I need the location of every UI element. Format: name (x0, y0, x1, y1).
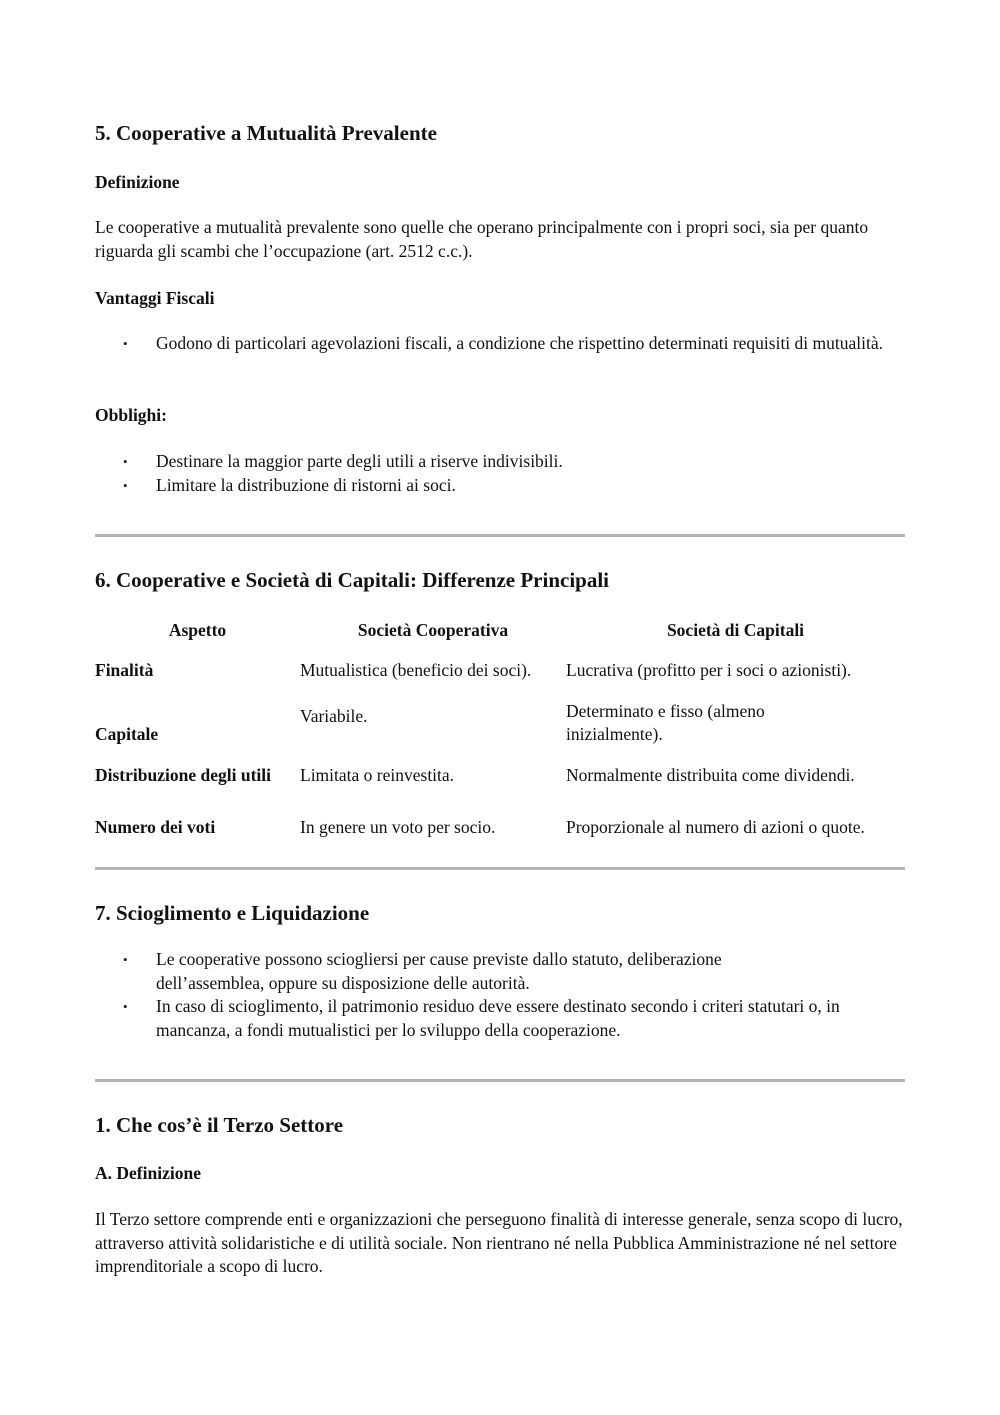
table-cell-aspect: Distribuzione degli utili (95, 764, 271, 785)
bullet-icon: • (123, 336, 128, 351)
list-item-text: Le cooperative possono sciogliersi per cause previste dallo statuto, deliberazione dell’assemblea, oppure su disposizione delle autorità. (156, 949, 722, 993)
bullet-icon: • (123, 477, 128, 493)
table-cell: Normalmente distribuita come dividendi. (566, 764, 855, 785)
section-1-definition-heading: A. Definizione (95, 1163, 201, 1183)
table-cell: Proporzionale al numero di azioni o quote. (566, 816, 865, 837)
section-5-obligations-heading: Obblighi: (95, 405, 167, 425)
bullet-icon: • (123, 952, 128, 967)
section-5-definition-text: Le cooperative a mutualità prevalente sono quelle che operano principalmente con i propri soci, sia per quanto riguarda gli scambi che l’occupazione (art. 2512 c.c.). (95, 217, 869, 261)
section-6-title: 6. Cooperative e Società di Capitali: Differenze Principali (95, 568, 610, 592)
section-1-definition-text: Il Terzo settore comprende enti e organizzazioni che perseguono finalità di interesse generale, senza scopo di lucro, attraverso attività solidaristiche e di utilità sociale. Non rientrano né nella Pubblica Amministrazione né nel settore imprenditoriale a scopo di lucro. (95, 1209, 903, 1276)
list-item (95, 474, 905, 498)
section-divider (95, 534, 905, 537)
list-item-text: Godono di particolari agevolazioni fiscali, a condizione che rispettino determinati requisiti di mutualità. (156, 333, 884, 353)
table-header-row (95, 619, 905, 645)
table-row (95, 645, 905, 697)
table-cell-aspect: Numero dei voti (95, 816, 216, 837)
table-cell: Mutualistica (beneficio dei soci). (300, 659, 532, 680)
section-7-list (95, 948, 905, 1042)
table-header-cell: Società Cooperativa (357, 620, 509, 640)
list-item (95, 995, 905, 1042)
list-item (95, 332, 905, 356)
section-5-tax-heading: Vantaggi Fiscali (95, 288, 215, 308)
section-7-title: 7. Scioglimento e Liquidazione (95, 901, 370, 925)
section-5-obligations-list (95, 450, 905, 497)
list-item (95, 948, 905, 995)
section-divider (95, 867, 905, 870)
table-cell-aspect: Finalità (95, 659, 154, 680)
bullet-icon: • (123, 999, 128, 1014)
table-cell: Lucrativa (profitto per i soci o azionisti). (566, 659, 852, 680)
table-cell-aspect: Capitale (95, 724, 159, 744)
list-item-text: Destinare la maggior parte degli utili a riserve indivisibili. (156, 451, 563, 471)
list-item-text: In caso di scioglimento, il patrimonio residuo deve essere destinato secondo i criteri statutari o, in mancanza, a fondi mutualistici per lo sviluppo della cooperazione. (156, 996, 840, 1040)
table-header-cell: Società di Capitali (666, 620, 805, 640)
table-cell: Limitata o reinvestita. (300, 764, 455, 785)
list-item-text: Limitare la distribuzione di ristorni ai soci. (156, 474, 456, 495)
table-cell: Determinato e fisso (almeno inizialmente). (566, 700, 765, 744)
table-row (95, 750, 905, 802)
table-header-cell: Aspetto (168, 620, 227, 640)
comparison-table (95, 619, 905, 854)
list-item (95, 450, 905, 474)
table-row (95, 802, 905, 854)
section-1-title: 1. Che cos’è il Terzo Settore (95, 1113, 344, 1137)
table-row (95, 697, 905, 750)
table-cell: In genere un voto per socio. (300, 816, 496, 837)
section-5-tax-list (95, 332, 905, 356)
section-5-definition-heading: Definizione (95, 172, 180, 192)
section-divider (95, 1079, 905, 1082)
table-cell: Variabile. (300, 705, 368, 726)
bullet-icon: • (123, 454, 128, 469)
section-5-title: 5. Cooperative a Mutualità Prevalente (95, 121, 437, 145)
